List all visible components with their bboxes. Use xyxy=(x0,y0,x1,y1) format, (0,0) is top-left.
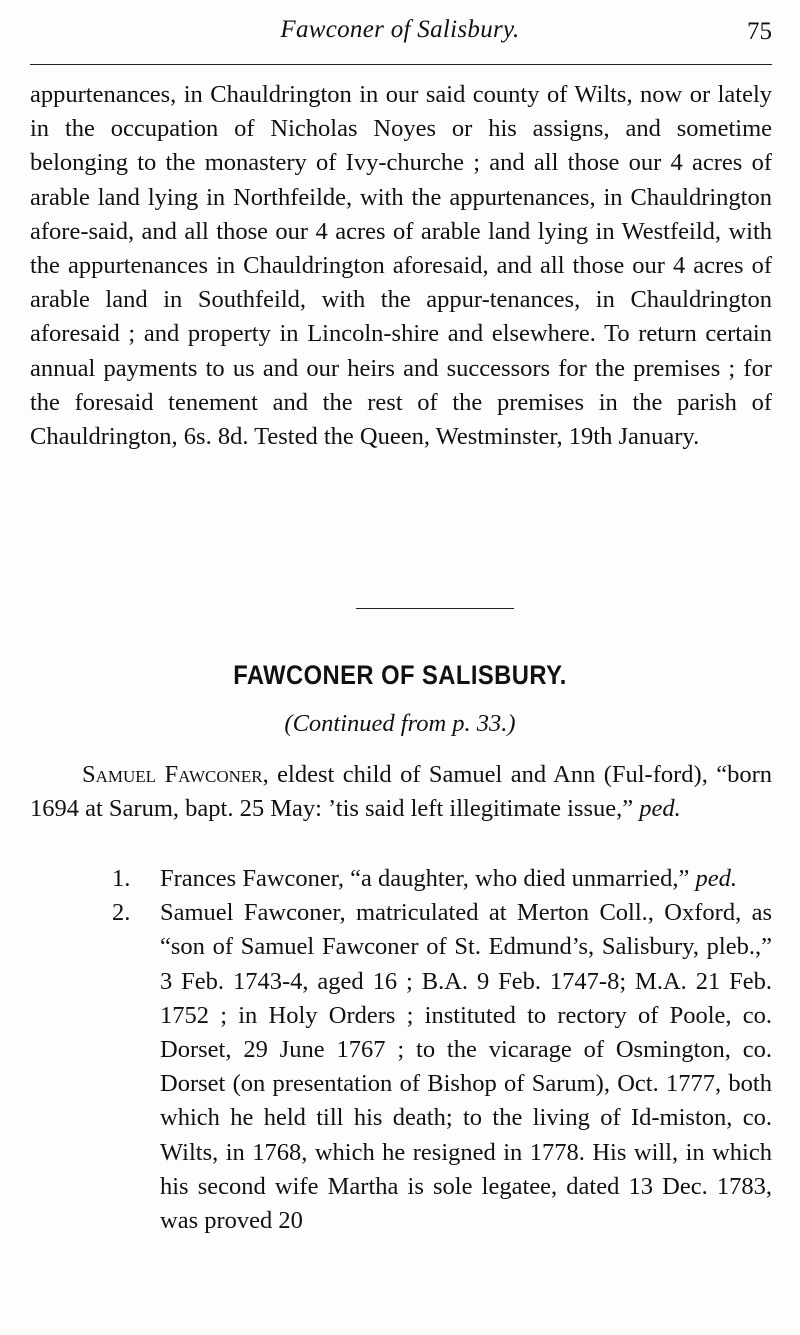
section-heading: FAWCONER OF SALISBURY. xyxy=(233,660,567,690)
list-item xyxy=(30,896,772,1238)
section-divider xyxy=(356,608,514,609)
entry-body: , eldest child of Samuel and Ann (Ful-ford), “born 1694 at Sarum, bapt. 25 May: ’tis said left illegitimate issue,” xyxy=(30,761,772,823)
entry-name: Samuel Fawconer xyxy=(82,761,263,788)
children-list xyxy=(30,862,772,1238)
header-rule xyxy=(30,64,772,65)
item-ped: ped. xyxy=(695,865,737,892)
item-text: Samuel Fawconer, matriculated at Merton Coll., Oxford, as “son of Samuel Fawconer of St. Edmund’s, Salisbury, pleb.,” 3 Feb. 1743-4, aged 16 ; B.A. 9 Feb. 1747-8; M.A. 21 Feb. 1752 ; in Holy Orders ; instituted to rectory of Poole, co. Dorset, 29 June 1767 ; to the vicarage of Osmington, co. Dorset (on presentation of Bishop of Sarum), Oct. 1777, both which he held till his death; to the living of Id-miston, co. Wilts, in 1768, which he resigned in 1778. His will, in which his second wife Martha is sole legatee, dated 13 Dec. 1783, was proved 20 xyxy=(160,899,772,1235)
entry-ped: ped. xyxy=(639,795,681,823)
item-number: 2. xyxy=(112,899,131,927)
continued-note: (Continued from p. 33.) xyxy=(284,710,516,737)
running-head xyxy=(0,14,800,50)
continuation-paragraph xyxy=(30,78,772,454)
list-item xyxy=(30,862,772,896)
entry-text xyxy=(30,758,772,826)
page-number: 75 xyxy=(747,18,772,45)
item-number: 1. xyxy=(112,865,131,892)
running-title: Fawconer of Salisbury. xyxy=(280,16,520,43)
continuation-text: appurtenances, in Chauldrington in our said county of Wilts, now or lately in the occupation of Nicholas Noyes or his assigns, and sometime belonging to the monastery of Ivy-churche ; and all those our 4 acres of arable land lying in Northfeilde, with the appurtenances, in Chauldrington afore-said, and all those our 4 acres of arable land lying in Westfeild, with the appurtenances in Chauldrington aforesaid, and all those our 4 acres of arable land in Southfeild, with the appur-tenances, in Chauldrington aforesaid ; and property in Lincoln-shire and elsewhere. To return certain annual payments to us and our heirs and successors for the premises ; for the foresaid tenement and the rest of the premises in the parish of Chauldrington, 6s. 8d. Tested the Queen, Westminster, 19th January. xyxy=(30,81,772,451)
entry-paragraph xyxy=(30,758,772,826)
item-text: Frances Fawconer, “a daughter, who died unmarried,” xyxy=(160,865,690,892)
